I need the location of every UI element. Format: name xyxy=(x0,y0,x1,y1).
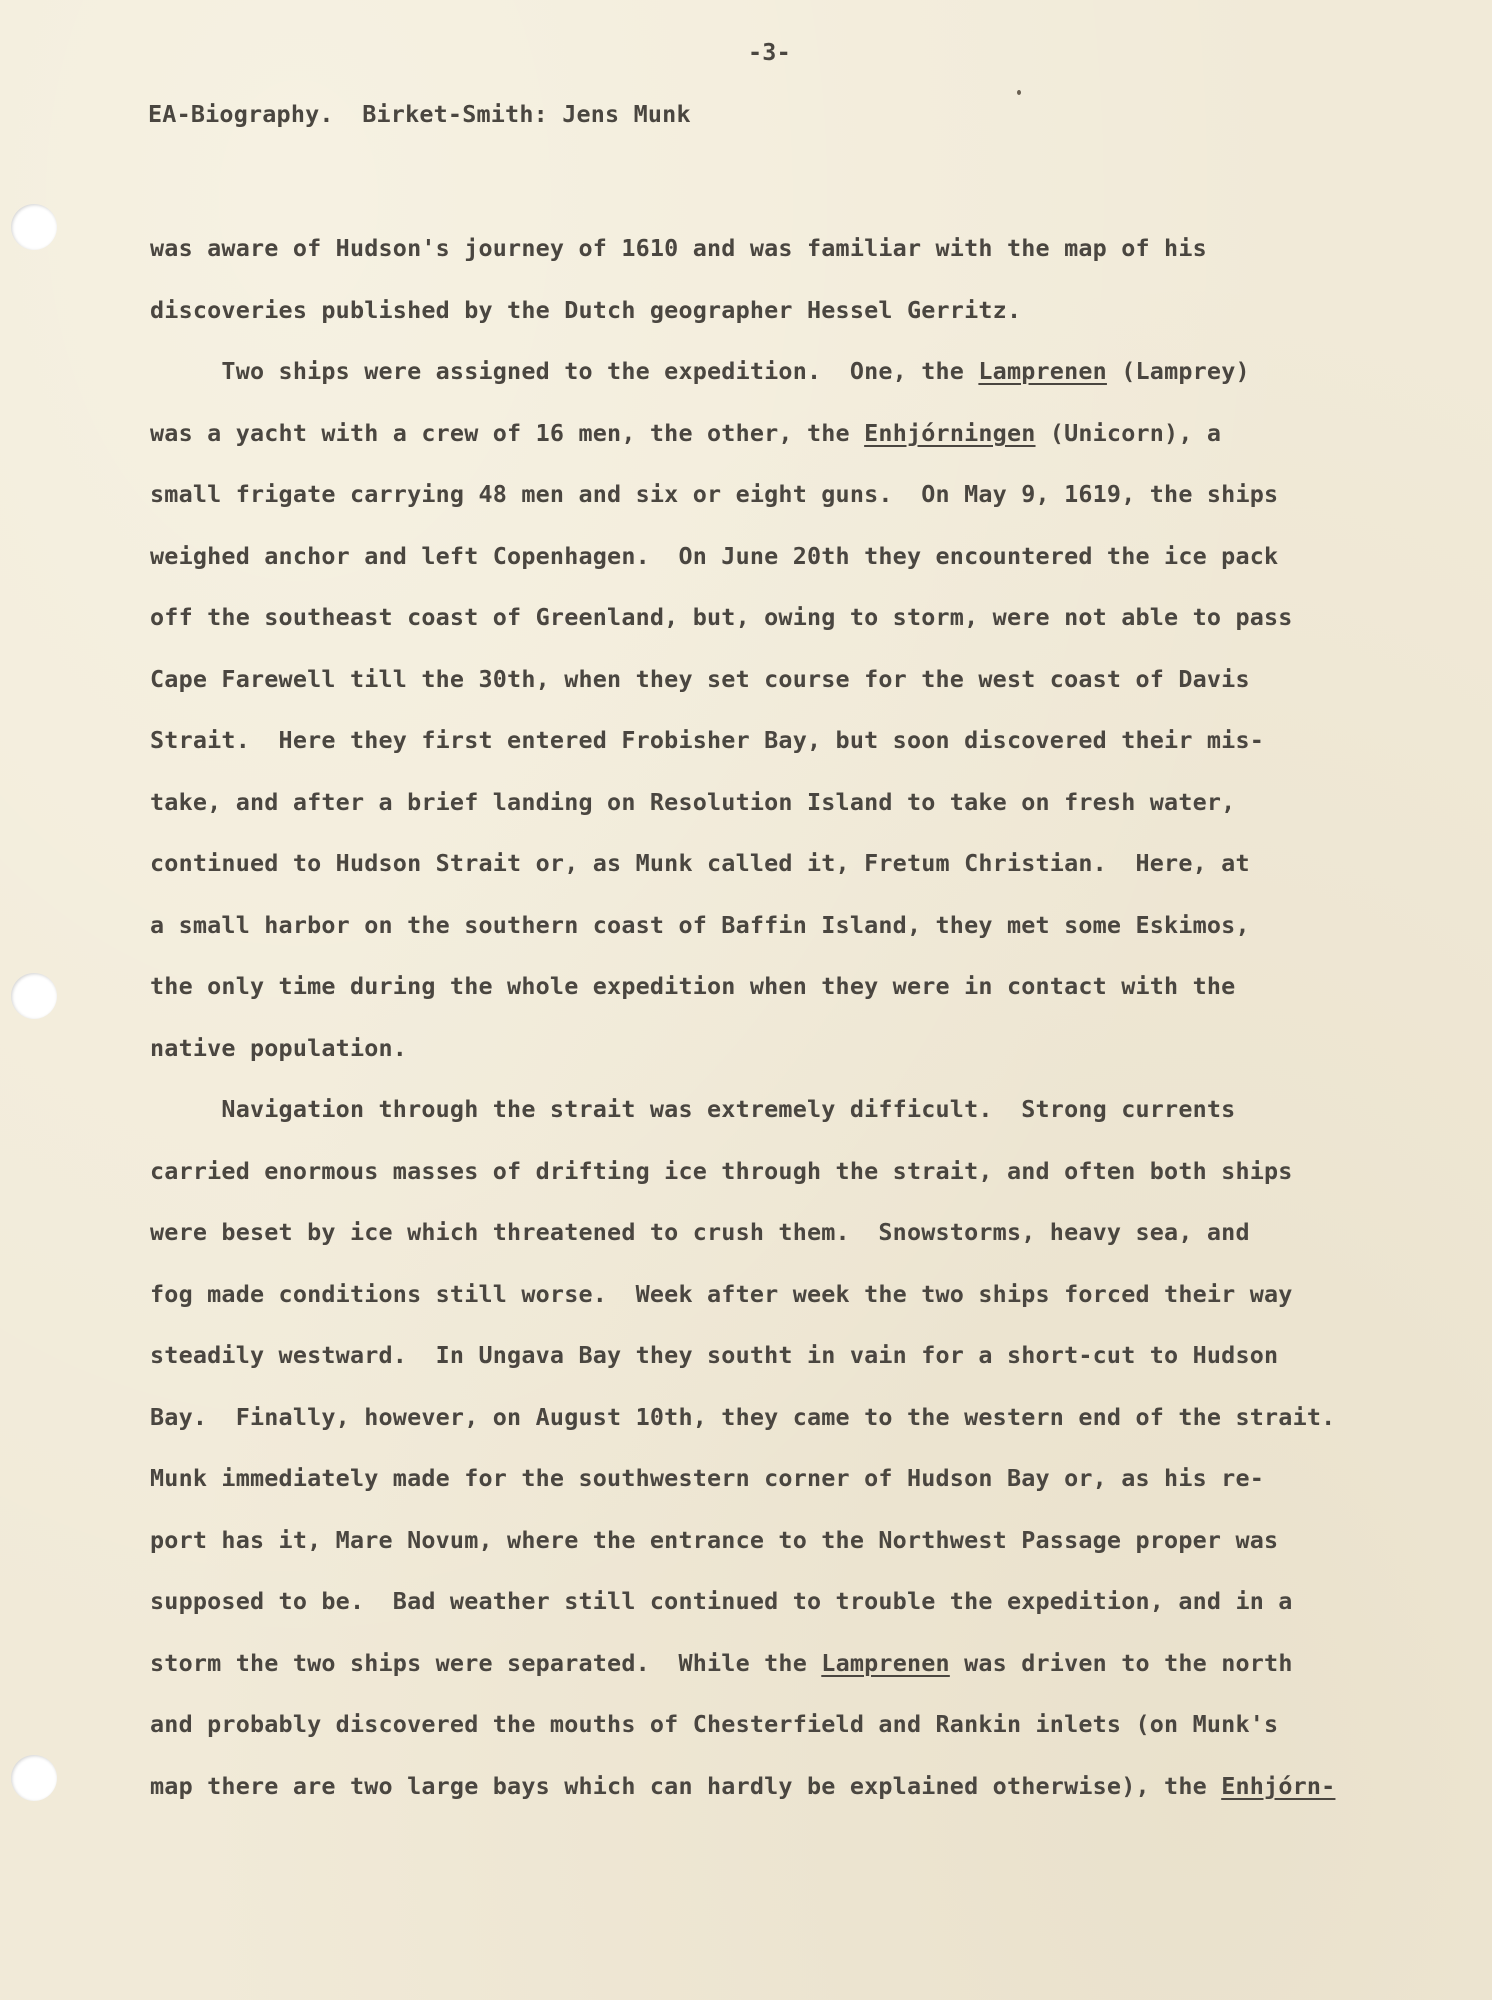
text-line xyxy=(150,710,1335,772)
text-run: the only time during the whole expedition when they were in contact with the xyxy=(150,972,1236,1000)
punch-hole-top xyxy=(11,204,57,250)
text-run: discoveries published by the Dutch geographer Hessel Gerritz. xyxy=(150,295,1022,324)
text-run: Cape Farewell till the 30th, when they set course for the west coast of Davis xyxy=(150,664,1250,693)
text-line xyxy=(150,1202,1335,1264)
text-line xyxy=(150,587,1335,649)
text-line xyxy=(150,895,1335,957)
text-run: was driven to the north xyxy=(949,1648,1293,1677)
underlined-ship-name: Lamprenen xyxy=(978,357,1107,385)
text-line xyxy=(150,1325,1335,1387)
text-run: supposed to be. Bad weather still continued to trouble the expedition, and in a xyxy=(150,1587,1293,1615)
underlined-ship-name: Lamprenen xyxy=(821,1648,950,1677)
text-run: map there are two large bays which can hardly be explained otherwise), the xyxy=(150,1771,1222,1800)
text-run: was aware of Hudson's journey of 1610 and was familiar with the map of his xyxy=(150,234,1207,262)
text-run: Strait. Here they first entered Frobisher Bay, but soon discovered their mis- xyxy=(150,726,1265,754)
text-run: and probably discovered the mouths of Chesterfield and Rankin inlets (on Munk's xyxy=(150,1710,1279,1738)
text-line xyxy=(150,341,1335,403)
punch-hole-middle xyxy=(11,973,57,1019)
text-line xyxy=(150,1141,1335,1203)
text-run: Bay. Finally, however, on August 10th, they came to the western end of the strait. xyxy=(150,1402,1336,1431)
text-run: weighed anchor and left Copenhagen. On June 20th they encountered the ice pack xyxy=(150,541,1279,570)
text-run: was a yacht with a crew of 16 men, the other, the xyxy=(150,418,865,447)
text-line xyxy=(150,833,1335,895)
text-line xyxy=(150,1018,1335,1080)
text-run: were beset by ice which threatened to crush them. Snowstorms, heavy sea, and xyxy=(150,1218,1250,1246)
text-run: small frigate carrying 48 men and six or eight guns. On May 9, 1619, the ships xyxy=(150,480,1279,508)
text-run: storm the two ships were separated. While the xyxy=(150,1648,822,1677)
running-head: EA-Biography. Birket-Smith: Jens Munk xyxy=(148,100,691,128)
text-run: Two ships were assigned to the expedition. One, the xyxy=(150,357,979,385)
text-run: native population. xyxy=(150,1033,408,1062)
text-run: take, and after a brief landing on Resolution Island to take on fresh water, xyxy=(150,787,1236,816)
text-line xyxy=(150,1756,1335,1818)
text-run: continued to Hudson Strait or, as Munk called it, Fretum Christian. Here, at xyxy=(150,849,1250,877)
text-line xyxy=(150,1510,1335,1572)
text-run: steadily westward. In Ungava Bay they southt in vain for a short-cut to Hudson xyxy=(150,1341,1279,1369)
text-run: fog made conditions still worse. Week after week the two ships forced their way xyxy=(150,1279,1293,1308)
text-run: (Unicorn), a xyxy=(1035,418,1222,447)
page-number: -3- xyxy=(748,38,791,66)
text-line xyxy=(150,464,1335,526)
text-run: off the southeast coast of Greenland, but, owing to storm, were not able to pass xyxy=(150,603,1293,631)
text-line xyxy=(150,403,1335,465)
text-line xyxy=(150,526,1335,588)
underlined-ship-name: Enhjórn- xyxy=(1221,1771,1336,1800)
text-line xyxy=(150,280,1335,342)
text-run: (Lamprey) xyxy=(1106,357,1250,385)
text-run: carried enormous masses of drifting ice through the strait, and often both ships xyxy=(150,1156,1293,1185)
text-line xyxy=(150,1079,1335,1141)
text-run: Munk immediately made for the southwestern corner of Hudson Bay or, as his re- xyxy=(150,1464,1265,1492)
ink-speck xyxy=(1017,90,1021,95)
text-run: port has it, Mare Novum, where the entrance to the Northwest Passage proper was xyxy=(150,1525,1279,1554)
text-line xyxy=(150,1264,1335,1326)
text-line xyxy=(150,1633,1335,1695)
text-line xyxy=(150,1448,1335,1510)
text-line xyxy=(150,218,1335,280)
body-text xyxy=(150,218,1335,1817)
text-line xyxy=(150,1694,1335,1756)
text-line xyxy=(150,649,1335,711)
text-line xyxy=(150,1571,1335,1633)
punch-hole-bottom xyxy=(11,1755,57,1801)
underlined-ship-name: Enhjórningen xyxy=(864,418,1036,447)
text-line xyxy=(150,1387,1335,1449)
text-run: Navigation through the strait was extremely difficult. Strong currents xyxy=(150,1095,1236,1123)
text-run: a small harbor on the southern coast of Baffin Island, they met some Eskimos, xyxy=(150,910,1250,939)
text-line xyxy=(150,956,1335,1018)
text-line xyxy=(150,772,1335,834)
